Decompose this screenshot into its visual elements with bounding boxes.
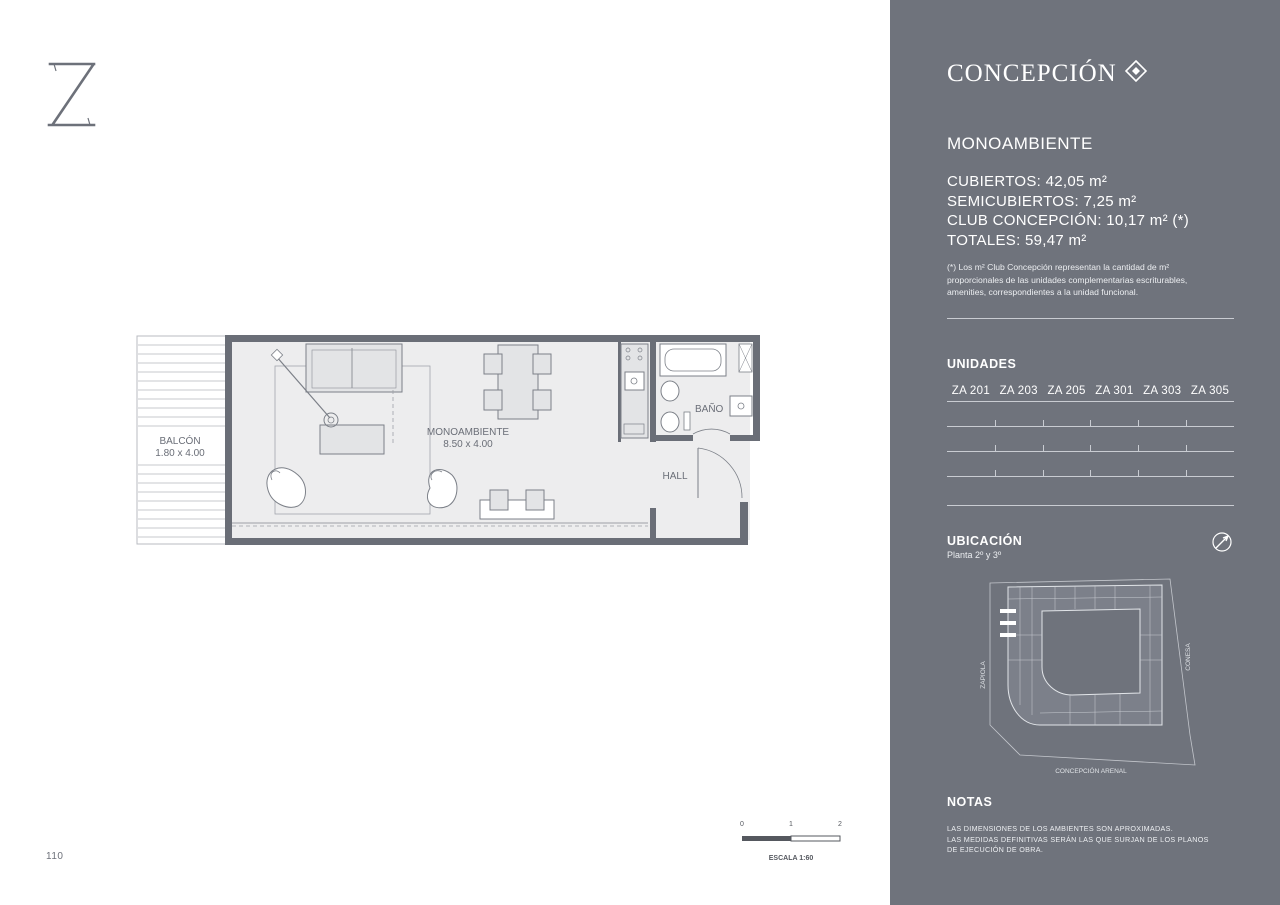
- table-row: [947, 477, 1234, 506]
- scale-bar: [735, 815, 850, 865]
- hall-label: HALL: [662, 471, 688, 482]
- diamond-icon: [1125, 60, 1147, 82]
- units-title: UNIDADES: [947, 357, 1017, 371]
- unit-column: ZA 301: [1095, 385, 1134, 397]
- scale-tick-0: 0: [740, 821, 744, 828]
- bathroom-label: BAÑO: [695, 404, 724, 415]
- page-number: 110: [46, 851, 64, 862]
- scale-tick-1: 1: [789, 821, 793, 828]
- unit-column: ZA 205: [1047, 385, 1086, 397]
- area-club: CLUB CONCEPCIÓN: 10,17 m² (*): [947, 212, 1190, 229]
- street-left: ZAPIOLA: [980, 661, 987, 689]
- site-plan: [980, 575, 1205, 780]
- balcony-size: 1.80 x 4.00: [155, 448, 205, 459]
- brand-name: CONCEPCIÓN: [947, 60, 1117, 87]
- notes-body: [947, 824, 1247, 856]
- notes-line: LAS MEDIDAS DEFINITIVAS SERÁN LAS QUE SURJAN DE LOS PLANOS: [947, 834, 1209, 844]
- north-compass-icon: [1212, 532, 1232, 552]
- divider: [947, 318, 1234, 319]
- floor-plan: [130, 330, 760, 555]
- balcony-label: BALCÓN: [159, 436, 201, 447]
- brand: [947, 60, 1117, 96]
- info-panel: [890, 0, 1280, 905]
- unit-column: ZA 303: [1143, 385, 1182, 397]
- table-row: [947, 427, 1234, 452]
- scale-label: ESCALA 1:60: [768, 855, 814, 862]
- scale-tick-2: 2: [838, 821, 842, 828]
- unit-type: MONOAMBIENTE: [947, 134, 1093, 153]
- unit-column: ZA 201: [951, 385, 991, 397]
- area-total: TOTALES: 59,47 m²: [947, 231, 1087, 249]
- area-covered: CUBIERTOS: 42,05 m²: [947, 173, 1108, 190]
- z-monogram-icon: [44, 56, 104, 132]
- location-title: UBICACIÓN: [947, 534, 1023, 548]
- area-semicovered: SEMICUBIERTOS: 7,25 m²: [947, 192, 1137, 210]
- notes-title: NOTAS: [947, 795, 993, 809]
- table-row: [947, 452, 1234, 477]
- units-table: [947, 381, 1234, 506]
- room-label: MONOAMBIENTE: [426, 427, 510, 438]
- unit-column: ZA 305: [1190, 385, 1230, 397]
- location-floors: Planta 2º y 3º: [947, 550, 1002, 560]
- street-right: CONESA: [1185, 643, 1192, 671]
- area-list: [947, 172, 1189, 250]
- area-footnote: (*) Los m² Club Concepción representan la cantidad de m² proporcionales de las unidades complementarias escriturables, amenities, correspondientes a la unidad funcional.: [947, 262, 1188, 297]
- street-bottom: CONCEPCIÓN ARENAL: [1055, 768, 1127, 775]
- room-size: 8.50 x 4.00: [443, 439, 493, 450]
- units-header-row: [947, 381, 1234, 402]
- table-row: [947, 402, 1234, 427]
- notes-line: DE EJECUCIÓN DE OBRA.: [947, 845, 1044, 854]
- notes-line: LAS DIMENSIONES DE LOS AMBIENTES SON APROXIMADAS.: [947, 824, 1173, 833]
- unit-column: ZA 203: [999, 385, 1038, 397]
